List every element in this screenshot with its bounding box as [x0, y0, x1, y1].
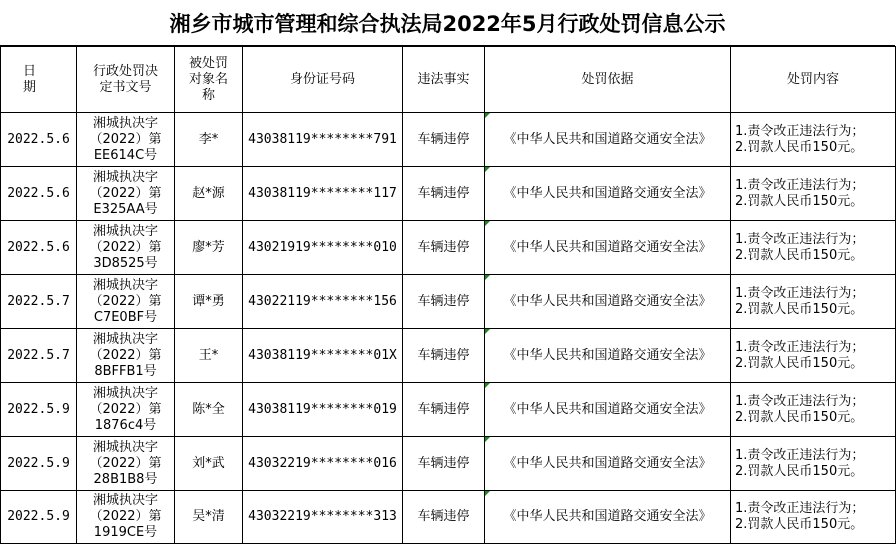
date-cell[interactable]: 2022.5.7 [1, 329, 77, 383]
header-date[interactable]: 日 期 [1, 47, 77, 113]
header-fact[interactable]: 违法事实 [403, 47, 485, 113]
id-cell[interactable]: 43038119********019 [243, 383, 403, 437]
basis-cell[interactable]: 《中华人民共和国道路交通安全法》 [485, 275, 731, 329]
date-cell[interactable]: 2022.5.6 [1, 167, 77, 221]
table-row [1, 383, 896, 437]
name-cell[interactable]: 李* [175, 113, 243, 167]
content-cell[interactable]: 1.责令改正违法行为； 2.罚款人民币150元。 [731, 329, 896, 383]
table-row [1, 113, 896, 167]
name-cell[interactable]: 谭*勇 [175, 275, 243, 329]
table-row [1, 491, 896, 544]
content-cell[interactable]: 1.责令改正违法行为； 2.罚款人民币150元。 [731, 383, 896, 437]
header-content[interactable]: 处罚内容 [731, 47, 896, 113]
table-row [1, 329, 896, 383]
basis-cell[interactable]: 《中华人民共和国道路交通安全法》 [485, 167, 731, 221]
title-row[interactable] [0, 0, 895, 46]
id-cell[interactable]: 43022119********156 [243, 275, 403, 329]
basis-cell[interactable]: 《中华人民共和国道路交通安全法》 [485, 329, 731, 383]
date-cell[interactable]: 2022.5.7 [1, 275, 77, 329]
doc-no-cell[interactable]: 湘城执决字 （2022）第 1876c4号 [77, 383, 175, 437]
name-cell[interactable]: 廖*芳 [175, 221, 243, 275]
doc-no-cell[interactable]: 湘城执决字 （2022）第 3D8525号 [77, 221, 175, 275]
header-row [1, 47, 896, 113]
doc-no-cell[interactable]: 湘城执决字 （2022）第 E325AA号 [77, 167, 175, 221]
fact-cell[interactable]: 车辆违停 [403, 329, 485, 383]
content-cell[interactable]: 1.责令改正违法行为； 2.罚款人民币150元。 [731, 275, 896, 329]
fact-cell[interactable]: 车辆违停 [403, 275, 485, 329]
name-cell[interactable]: 陈*全 [175, 383, 243, 437]
fact-cell[interactable]: 车辆违停 [403, 113, 485, 167]
date-cell[interactable]: 2022.5.6 [1, 113, 77, 167]
header-target[interactable]: 被处罚 对象名 称 [175, 47, 243, 113]
name-cell[interactable]: 王* [175, 329, 243, 383]
basis-cell[interactable]: 《中华人民共和国道路交通安全法》 [485, 113, 731, 167]
doc-no-cell[interactable]: 湘城执决字 （2022）第 28B1B8号 [77, 437, 175, 491]
basis-cell[interactable]: 《中华人民共和国道路交通安全法》 [485, 437, 731, 491]
fact-cell[interactable]: 车辆违停 [403, 437, 485, 491]
content-cell[interactable]: 1.责令改正违法行为； 2.罚款人民币150元。 [731, 437, 896, 491]
basis-cell[interactable]: 《中华人民共和国道路交通安全法》 [485, 491, 731, 544]
id-cell[interactable]: 43021919********010 [243, 221, 403, 275]
date-cell[interactable]: 2022.5.9 [1, 383, 77, 437]
header-basis[interactable]: 处罚依据 [485, 47, 731, 113]
basis-cell[interactable]: 《中华人民共和国道路交通安全法》 [485, 383, 731, 437]
fact-cell[interactable]: 车辆违停 [403, 167, 485, 221]
id-cell[interactable]: 43032219********016 [243, 437, 403, 491]
doc-no-cell[interactable]: 湘城执决字 （2022）第 8BFFB1号 [77, 329, 175, 383]
id-cell[interactable]: 43032219********313 [243, 491, 403, 544]
content-cell[interactable]: 1.责令改正违法行为； 2.罚款人民币150元。 [731, 221, 896, 275]
fact-cell[interactable]: 车辆违停 [403, 221, 485, 275]
date-cell[interactable]: 2022.5.9 [1, 437, 77, 491]
fact-cell[interactable]: 车辆违停 [403, 383, 485, 437]
penalty-table [0, 46, 896, 544]
table-row [1, 167, 896, 221]
name-cell[interactable]: 刘*武 [175, 437, 243, 491]
header-id[interactable]: 身份证号码 [243, 47, 403, 113]
id-cell[interactable]: 43038119********791 [243, 113, 403, 167]
date-cell[interactable]: 2022.5.9 [1, 491, 77, 544]
date-cell[interactable]: 2022.5.6 [1, 221, 77, 275]
basis-cell[interactable]: 《中华人民共和国道路交通安全法》 [485, 221, 731, 275]
fact-cell[interactable]: 车辆违停 [403, 491, 485, 544]
doc-no-cell[interactable]: 湘城执决字 （2022）第 C7E0BF号 [77, 275, 175, 329]
content-cell[interactable]: 1.责令改正违法行为； 2.罚款人民币150元。 [731, 113, 896, 167]
table-row [1, 221, 896, 275]
doc-no-cell[interactable]: 湘城执决字 （2022）第 EE614C号 [77, 113, 175, 167]
header-doc-no[interactable]: 行政处罚决 定书文号 [77, 47, 175, 113]
table-row [1, 275, 896, 329]
page-title: 湘乡市城市管理和综合执法局2022年5月行政处罚信息公示 [169, 11, 726, 36]
content-cell[interactable]: 1.责令改正违法行为； 2.罚款人民币150元。 [731, 167, 896, 221]
id-cell[interactable]: 43038119********117 [243, 167, 403, 221]
id-cell[interactable]: 43038119********01X [243, 329, 403, 383]
content-cell[interactable]: 1.责令改正违法行为； 2.罚款人民币150元。 [731, 491, 896, 544]
name-cell[interactable]: 赵*源 [175, 167, 243, 221]
table-row [1, 437, 896, 491]
name-cell[interactable]: 吴*清 [175, 491, 243, 544]
doc-no-cell[interactable]: 湘城执决字 （2022）第 1919CE号 [77, 491, 175, 544]
